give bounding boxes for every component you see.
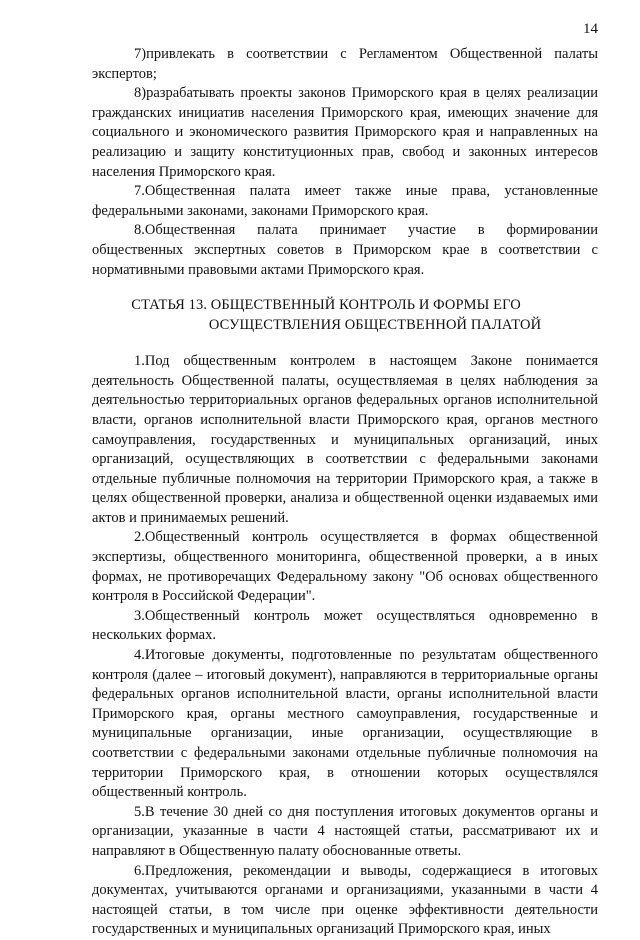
article-paragraph-5: 5.В течение 30 дней со дня поступления итоговых документов органы и организации, указанные в части 4 настоящей статьи, рассматривают их и направляют в Общественную палату обоснованные ответы. xyxy=(92,803,598,859)
article-13-heading xyxy=(92,295,598,335)
page-number: 14 xyxy=(583,21,598,37)
paragraph-8-draft-laws: 8)разрабатывать проекты законов Приморского края в целях реализации гражданских инициатив населения Приморского края, имеющих значение для социального и экономического развития Приморского края и направленных на реализацию и защиту конституционных прав, свобод и законных интересов населения Приморского края. xyxy=(92,85,598,180)
article-heading-line-2: ОСУЩЕСТВЛЕНИЯ ОБЩЕСТВЕННОЙ ПАЛАТОЙ xyxy=(208,317,542,334)
article-paragraph-2: 2.Общественный контроль осуществляется в формах общественной экспертизы, общественного мониторинга, общественной проверки, а в иных формах, не противоречащих Федеральному закону "Об основах общественного контроля в Российской Федерации". xyxy=(92,529,598,605)
article-paragraph-4: 4.Итоговые документы, подготовленные по результатам общественного контроля (далее – итоговый документ), направляются в территориальные органы федеральных органов исполнительной власти, органы исполнительной власти Приморского края, органы местного самоуправления, государственные и муниципальные организации, иные организации, осуществляющие в соответствии с федеральными законами отдельные публичные полномочия на территории Приморского края, в отношении которых осуществлялся общественный контроль. xyxy=(92,647,598,801)
article-paragraph-1: 1.Под общественным контролем в настоящем Законе понимается деятельность Общественной палаты, осуществляемая в целях наблюдения за деятельностью территориальных органов федеральных органов исполнительной власти, органов исполнительной власти Приморского края, органов местного самоуправления, государственных и муниципальных организаций, иных организаций, осуществляющих в соответствии с федеральными законами отдельные публичные полномочия на территории Приморского края, а также в целях общественной проверки, анализа и общественной оценки издаваемых ими актов и принимаемых решений. xyxy=(92,353,598,526)
paragraph-8-expert-councils: 8.Общественная палата принимает участие в формировании общественных экспертных советов в Приморском крае в соответствии с нормативными правовыми актами Приморского края. xyxy=(92,222,598,278)
article-paragraph-6: 6.Предложения, рекомендации и выводы, содержащиеся в итоговых документах, учитываются органами и организациями, указанными в части 4 настоящей статьи, в том числе при оценке эффективности деятельности государственных и муниципальных организаций Приморского края, иных xyxy=(92,862,598,938)
article-paragraph-3: 3.Общественный контроль может осуществляться одновременно в нескольких формах. xyxy=(92,607,598,644)
article-heading-line-1: СТАТЬЯ 13. ОБЩЕСТВЕННЫЙ КОНТРОЛЬ И ФОРМЫ ЕГО xyxy=(131,297,521,314)
document-body xyxy=(92,45,598,940)
paragraph-7-other-rights: 7.Общественная палата имеет также иные права, установленные федеральными законами, законами Приморского края. xyxy=(92,183,598,219)
paragraph-7-experts: 7)привлекать в соответствии с Регламентом Общественной палаты экспертов; xyxy=(92,46,598,82)
